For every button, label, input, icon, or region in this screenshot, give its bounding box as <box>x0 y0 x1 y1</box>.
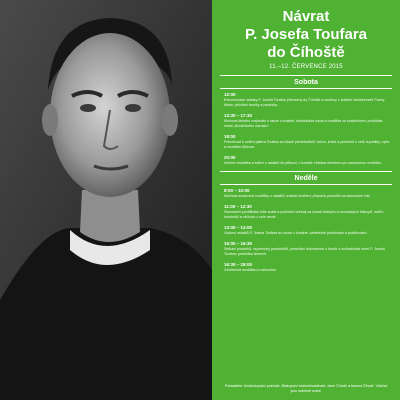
program-time: 8:00 – 10:00 <box>224 188 250 193</box>
poster-title <box>212 8 400 62</box>
program-text: Uložení ostatků P. Josefa Toufara do hrobu v kostele; závěrečné požehnání a poděkování. <box>224 231 368 235</box>
program-text: Pobožnost k uctění pátera Toufara za účasti představitelů církve, kněží a poutníků z celé republiky; zpěv a modlitba růžence. <box>224 140 390 149</box>
program-time: 13:30 – 17:30 <box>224 113 253 118</box>
program-time: 15:00 – 16:30 <box>224 241 253 246</box>
day-heading-sunday: Neděle <box>220 171 392 185</box>
program-time: 18:00 <box>224 134 236 139</box>
program-item <box>224 134 390 150</box>
program-item <box>224 155 390 166</box>
program-text: Možnost tichého rozjímání u rakve v kostele; bohoslužba slova a modlitba za svatořečení; prohlídka místa ‚číhošťského zázraku‘. <box>224 119 383 128</box>
program-time: 20:00 <box>224 155 236 160</box>
program-time: 12:00 <box>224 92 236 97</box>
sunday-program <box>224 188 390 273</box>
title-line-2: P. Josefa Toufara <box>245 26 367 43</box>
program-item <box>224 204 390 220</box>
program-item <box>224 92 390 108</box>
program-time: 11:00 – 12:30 <box>224 204 252 209</box>
program-panel <box>212 0 400 400</box>
program-text: Závěrečná modlitba a rozloučení. <box>224 268 278 272</box>
program-text: Setkání poutníků, vzpomínky pamětníků, promítání dokumentu o životě a mučednické smrti P. Josefa Toufara; prohlídka farnosti. <box>224 247 385 256</box>
title-line-1: Návrat <box>282 8 330 25</box>
program-text: Exhumované ostatky P. Josefa Toufara přivezeny do Číhoště a uloženy v kostele Nanebevzetí Panny Marie; přivítání farníky a poutníky. <box>224 98 385 107</box>
program-item <box>224 262 390 273</box>
program-text: Možnost soukromé modlitby u ostatků; svátost smíření; příprava poutníků na slavnostní mši. <box>224 194 371 198</box>
program-time: 16:30 – 18:00 <box>224 262 253 267</box>
program-item <box>224 113 390 129</box>
footer-organizers: Pořadatelé: Arcibiskupství pražské, Biskupství královéhradecké, obec Číhošť a farnost Číhošť. Všichni jsou srdečně zváni. <box>224 384 388 393</box>
day-heading-saturday: Sobota <box>220 75 392 89</box>
program-item <box>224 225 390 236</box>
program-text: Slavnostní pontifikální mše svatá a pohřební obřady za účasti českých a moravských biskupů, kněží, řeholníků a věřících z celé země. <box>224 210 384 219</box>
saturday-program <box>224 92 390 166</box>
program-time: 13:00 – 14:00 <box>224 225 253 230</box>
program-item <box>224 188 390 199</box>
program-item <box>224 241 390 257</box>
program-text: Večerní modlitba a bdění u ostatků do půlnoci; v kostele zůstává otevřeno pro soukromou modlitbu. <box>224 161 382 165</box>
title-line-3: do Číhoště <box>267 44 345 61</box>
event-date: 11.–12. ČERVENCE 2015 <box>269 64 343 70</box>
